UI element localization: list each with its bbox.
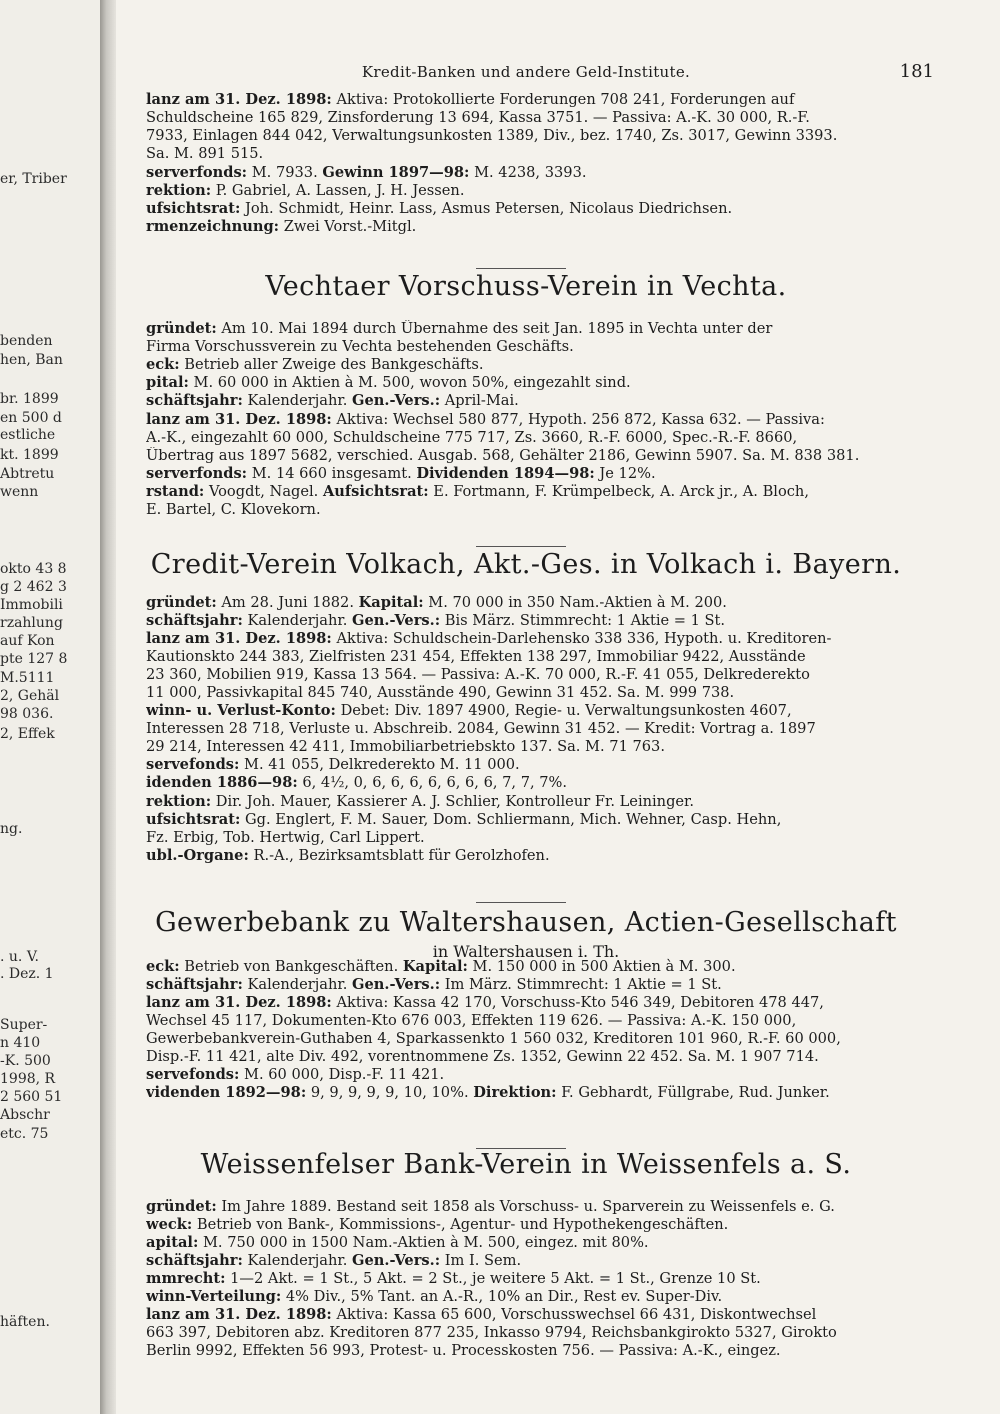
entry-text: Aktiva: Kassa 42 170, Vorschuss-Kto 546 349, Debitoren 478 447, (331, 994, 824, 1011)
entry-text: 29 214, Interessen 42 411, Immobiliarbetriebskto 137. Sa. M. 71 763. (146, 738, 665, 755)
entry-text: A.-K., eingezahlt 60 000, Schuldscheine 775 717, Zs. 3660, R.-F. 6000, Spec.-R.-F. 8660, (146, 429, 798, 446)
entry-text: Voogdt, Nagel. (204, 483, 323, 500)
section-title: Vechtaer Vorschuss-Verein in Vechta. (265, 271, 787, 302)
entry-heading: pital: (146, 374, 189, 391)
entry-heading: schäftsjahr: (146, 976, 243, 993)
text-line (146, 648, 932, 665)
entry-text: 11 000, Passivkapital 845 740, Ausstände 490, Gewinn 31 452. Sa. M. 999 738. (146, 684, 735, 701)
entry-text: Im März. Stimmrecht: 1 Aktie = 1 St. (440, 976, 722, 993)
entry-heading: gründet: (146, 1198, 217, 1215)
entry-text: 6, 4½, 0, 6, 6, 6, 6, 6, 6, 6, 7, 7, 7%. (297, 774, 568, 791)
adjacent-page-text: kt. 1899 (0, 447, 59, 463)
entry-text: M. 60 000, Disp.-F. 11 421. (239, 1066, 445, 1083)
adjacent-page-text: Super- (0, 1017, 48, 1033)
entry-text: E. Bartel, C. Klovekorn. (146, 501, 321, 518)
entry-text: Am 10. Mai 1894 durch Übernahme des seit Jan. 1895 in Vechta unter der (216, 320, 773, 337)
entry-heading: Kapital: (402, 958, 468, 975)
text-line (146, 1252, 932, 1269)
adjacent-page-text: benden (0, 333, 53, 349)
entry-heading: winn- u. Verlust-Konto: (146, 702, 336, 719)
entry-text: 4% Div., 5% Tant. an A.-R., 10% an Dir., Rest ev. Super-Div. (281, 1288, 723, 1305)
book-gutter (100, 0, 116, 1414)
entry-heading: ubl.-Organe: (146, 847, 249, 864)
adjacent-page-text: en 500 d (0, 410, 62, 426)
entry-text: Im I. Sem. (440, 1252, 522, 1269)
entry-heading: serverfonds: (146, 465, 248, 482)
text-line (146, 127, 932, 144)
adjacent-page-text: rzahlung (0, 615, 63, 631)
adjacent-page-text: 1998, R (0, 1071, 56, 1087)
entry-heading: Gen.-Vers.: (352, 976, 441, 993)
entry-text: 1—2 Akt. = 1 St., 5 Akt. = 2 St., je weitere 5 Akt. = 1 St., Grenze 10 St. (225, 1270, 761, 1287)
entry-text: 9, 9, 9, 9, 9, 10, 10%. (306, 1084, 474, 1101)
adjacent-page-text: auf Kon (0, 633, 55, 649)
entry-text: Firma Vorschussverein zu Vechta bestehenden Geschäfts. (146, 338, 574, 355)
adjacent-page-text: 98 036. (0, 706, 54, 722)
text-line (146, 811, 932, 828)
entry-text: M. 150 000 in 500 Aktien à M. 300. (467, 958, 736, 975)
adjacent-page-text: häften. (0, 1314, 50, 1330)
entry-heading: apital: (146, 1234, 199, 1251)
section-title: Weissenfelser Bank-Verein in Weissenfels a. S. (200, 1149, 852, 1180)
entry-heading: rektion: (146, 793, 212, 810)
entry-text: Kalenderjahr. (242, 612, 353, 629)
text-line (146, 1288, 932, 1305)
entry-heading: mmrecht: (146, 1270, 226, 1287)
text-line (146, 1030, 932, 1047)
text-line (146, 465, 932, 482)
entry-text: M. 7933. (247, 164, 323, 181)
entry-text: Aktiva: Schuldschein-Darlehensko 338 336, Hypoth. u. Kreditoren- (331, 630, 832, 647)
entry-text: M. 60 000 in Aktien à M. 500, wovon 50%, eingezahlt sind. (188, 374, 631, 391)
text-line (146, 630, 932, 647)
text-line (146, 1012, 932, 1029)
entry-text: Wechsel 45 117, Dokumenten-Kto 676 003, Effekten 119 626. — Passiva: A.-K. 150 000, (146, 1012, 797, 1029)
text-line (146, 793, 932, 810)
adjacent-page-text: g 2 462 3 (0, 579, 67, 595)
entry-heading: ufsichtsrat: (146, 811, 241, 828)
entry-text: Gg. Englert, F. M. Sauer, Dom. Schliermann, Mich. Wehner, Casp. Hehn, (240, 811, 782, 828)
entry-heading: rektion: (146, 182, 212, 199)
entry-text: F. Gebhardt, Füllgrabe, Rud. Junker. (556, 1084, 830, 1101)
text-line (146, 1066, 932, 1083)
adjacent-page-text: Abschr (0, 1107, 50, 1123)
separator-rule (476, 902, 566, 903)
entry-heading: gründet: (146, 320, 217, 337)
section-title: Gewerbebank zu Waltershausen, Actien-Gesellschaft (155, 907, 897, 938)
entry-text: Aktiva: Protokollierte Forderungen 708 241, Forderungen auf (331, 91, 795, 108)
entry-text: Zwei Vorst.-Mitgl. (279, 218, 417, 235)
entry-text: April-Mai. (440, 392, 519, 409)
entry-text: Kalenderjahr. (242, 976, 353, 993)
text-line (146, 738, 932, 755)
entry-heading: lanz am 31. Dez. 1898: (146, 630, 332, 647)
text-line (146, 182, 932, 199)
entry-text: P. Gabriel, A. Lassen, J. H. Jessen. (211, 182, 465, 199)
text-line (146, 200, 932, 217)
text-line (146, 1270, 932, 1287)
text-line (146, 356, 932, 373)
text-line (146, 483, 932, 500)
entry-text: Kautionskto 244 383, Zielfristen 231 454, Effekten 138 297, Immobiliar 9422, Ausstände (146, 648, 806, 665)
entry-heading: Direktion: (473, 1084, 557, 1101)
document-page (116, 0, 1000, 1414)
entry-heading: lanz am 31. Dez. 1898: (146, 994, 332, 1011)
entry-text: R.-A., Bezirksamtsblatt für Gerolzhofen. (248, 847, 550, 864)
entry-heading: serverfonds: (146, 164, 248, 181)
text-line (146, 91, 932, 108)
text-line (146, 958, 932, 975)
adjacent-page-text: br. 1899 (0, 391, 59, 407)
entry-text: Im Jahre 1889. Bestand seit 1858 als Vorschuss- u. Sparverein zu Weissenfels e. G. (216, 1198, 835, 1215)
text-line (146, 320, 932, 337)
text-line (146, 1342, 932, 1359)
text-line (146, 847, 932, 864)
entry-text: Kalenderjahr. (242, 1252, 353, 1269)
entry-heading: schäftsjahr: (146, 612, 243, 629)
entry-heading: weck: (146, 1216, 193, 1233)
entry-heading: Gen.-Vers.: (352, 392, 441, 409)
adjacent-page-text: . u. V. (0, 949, 39, 965)
text-line (146, 374, 932, 391)
text-line (146, 774, 932, 791)
entry-heading: lanz am 31. Dez. 1898: (146, 91, 332, 108)
section-title: Credit-Verein Volkach, Akt.-Ges. in Volkach i. Bayern. (150, 549, 902, 580)
entry-heading: servefonds: (146, 1066, 240, 1083)
entry-text: Schuldscheine 165 829, Zinsforderung 13 694, Kassa 3751. — Passiva: A.-K. 30 000, R.-F. (146, 109, 810, 126)
entry-heading: ufsichtsrat: (146, 200, 241, 217)
adjacent-page-text: M.5111 (0, 670, 55, 686)
text-line (146, 756, 932, 773)
entry-text: Dir. Joh. Mauer, Kassierer A. J. Schlier, Kontrolleur Fr. Leininger. (211, 793, 695, 810)
text-line (146, 666, 932, 683)
adjacent-page-text: n 410 (0, 1035, 41, 1051)
text-line (146, 501, 932, 518)
entry-heading: Gen.-Vers.: (352, 1252, 441, 1269)
adjacent-page-text: wenn (0, 484, 39, 500)
entry-heading: rmenzeichnung: (146, 218, 280, 235)
entry-text: M. 4238, 3393. (469, 164, 587, 181)
entry-heading: Gen.-Vers.: (352, 612, 441, 629)
entry-text: 23 360, Mobilien 919, Kassa 13 564. — Passiva: A.-K. 70 000, R.-F. 41 055, Delkrederekto (146, 666, 810, 683)
entry-heading: servefonds: (146, 756, 240, 773)
text-line (146, 594, 932, 611)
entry-heading: videnden 1892—98: (146, 1084, 307, 1101)
entry-text: 663 397, Debitoren abz. Kreditoren 877 235, Inkasso 9794, Reichsbankgirokto 5327, Girokto (146, 1324, 837, 1341)
entry-text: Disp.-F. 11 421, alte Div. 492, vorentnommene Zs. 1352, Gewinn 22 452. Sa. M. 1 907 714. (146, 1048, 819, 1065)
entry-text: Übertrag aus 1897 5682, verschied. Ausgab. 568, Gehälter 2186, Gewinn 5907. Sa. M. 838 381. (146, 447, 860, 464)
text-line (146, 1306, 932, 1323)
text-line (146, 976, 932, 993)
text-line (146, 1324, 932, 1341)
adjacent-page-text: hen, Ban (0, 352, 63, 368)
entry-text: Fz. Erbig, Tob. Hertwig, Carl Lippert. (146, 829, 425, 846)
entry-text: Kalenderjahr. (242, 392, 353, 409)
text-line (146, 1048, 932, 1065)
entry-heading: winn-Verteilung: (146, 1288, 282, 1305)
text-line (146, 1234, 932, 1251)
entry-text: M. 750 000 in 1500 Nam.-Aktien à M. 500, eingez. mit 80%. (198, 1234, 649, 1251)
text-line (146, 720, 932, 737)
text-line (146, 684, 932, 701)
text-line (146, 829, 932, 846)
adjacent-page-text: Immobili (0, 597, 63, 613)
text-line (146, 411, 932, 428)
adjacent-page-text: . Dez. 1 (0, 966, 54, 982)
entry-text: E. Fortmann, F. Krümpelbeck, A. Arck jr., A. Bloch, (428, 483, 809, 500)
adjacent-page-text: estliche (0, 427, 56, 443)
text-line (146, 447, 932, 464)
entry-text: Aktiva: Wechsel 580 877, Hypoth. 256 872, Kassa 632. — Passiva: (331, 411, 825, 428)
text-line (146, 109, 932, 126)
entry-heading: rstand: (146, 483, 205, 500)
adjacent-page-fragment (0, 0, 100, 1414)
text-line (146, 994, 932, 1011)
entry-text: Berlin 9992, Effekten 56 993, Protest- u. Processkosten 756. — Passiva: A.-K., eingez. (146, 1342, 781, 1359)
entry-heading: idenden 1886—98: (146, 774, 298, 791)
entry-heading: Gewinn 1897—98: (322, 164, 470, 181)
adjacent-page-text: etc. 75 (0, 1126, 49, 1142)
adjacent-page-text: pte 127 8 (0, 651, 68, 667)
adjacent-page-text: 2 560 51 (0, 1089, 63, 1105)
section-subtitle: in Waltershausen i. Th. (432, 942, 620, 961)
entry-text: Betrieb aller Zweige des Bankgeschäfts. (179, 356, 484, 373)
adjacent-page-text: er, Triber (0, 171, 67, 187)
entry-heading: Kapital: (358, 594, 424, 611)
entry-text: Joh. Schmidt, Heinr. Lass, Asmus Petersen, Nicolaus Diedrichsen. (240, 200, 733, 217)
separator-rule (476, 546, 566, 547)
entry-heading: schäftsjahr: (146, 392, 243, 409)
entry-heading: schäftsjahr: (146, 1252, 243, 1269)
adjacent-page-text: okto 43 8 (0, 561, 67, 577)
running-header: Kredit-Banken und andere Geld-Institute. (361, 63, 691, 81)
entry-text: Sa. M. 891 515. (146, 145, 264, 162)
entry-text: Bis März. Stimmrecht: 1 Aktie = 1 St. (440, 612, 726, 629)
text-line (146, 429, 932, 446)
entry-heading: Dividenden 1894—98: (416, 465, 595, 482)
adjacent-page-text: ng. (0, 821, 23, 837)
text-line (146, 1216, 932, 1233)
entry-text: M. 41 055, Delkrederekto M. 11 000. (239, 756, 520, 773)
entry-text: Aktiva: Kassa 65 600, Vorschusswechsel 66 431, Diskontwechsel (331, 1306, 817, 1323)
adjacent-page-text: 2, Effek (0, 726, 55, 742)
entry-text: Debet: Div. 1897 4900, Regie- u. Verwaltungsunkosten 4607, (335, 702, 792, 719)
entry-heading: lanz am 31. Dez. 1898: (146, 1306, 332, 1323)
adjacent-page-text: -K. 500 (0, 1053, 51, 1069)
text-line (146, 1084, 932, 1101)
entry-heading: lanz am 31. Dez. 1898: (146, 411, 332, 428)
entry-text: 7933, Einlagen 844 042, Verwaltungsunkosten 1389, Div., bez. 1740, Zs. 3017, Gewinn 3393. (146, 127, 838, 144)
text-line (146, 164, 932, 181)
separator-rule (476, 268, 566, 269)
text-line (146, 702, 932, 719)
text-line (146, 612, 932, 629)
entry-heading: eck: (146, 958, 180, 975)
text-line (146, 338, 932, 355)
text-line (146, 218, 932, 235)
entry-heading: Aufsichtsrat: (322, 483, 429, 500)
entry-text: M. 70 000 in 350 Nam.-Aktien à M. 200. (423, 594, 727, 611)
adjacent-page-text: 2, Gehäl (0, 688, 60, 704)
entry-text: Gewerbebankverein-Guthaben 4, Sparkassenkto 1 560 032, Kreditoren 101 960, R.-F. 60 000, (146, 1030, 841, 1047)
text-line (146, 1198, 932, 1215)
entry-text: Am 28. Juni 1882. (216, 594, 359, 611)
page-number: 181 (899, 61, 934, 82)
entry-text: Je 12%. (594, 465, 656, 482)
entry-text: Betrieb von Bank-, Kommissions-, Agentur- und Hypothekengeschäften. (192, 1216, 729, 1233)
entry-heading: eck: (146, 356, 180, 373)
text-line (146, 392, 932, 409)
entry-text: M. 14 660 insgesamt. (247, 465, 417, 482)
entry-text: Interessen 28 718, Verluste u. Abschreib. 2084, Gewinn 31 452. — Kredit: Vortrag a. 1897 (146, 720, 816, 737)
text-line (146, 145, 932, 162)
entry-text: Betrieb von Bankgeschäften. (179, 958, 403, 975)
entry-heading: gründet: (146, 594, 217, 611)
adjacent-page-text: Abtretu (0, 466, 55, 482)
